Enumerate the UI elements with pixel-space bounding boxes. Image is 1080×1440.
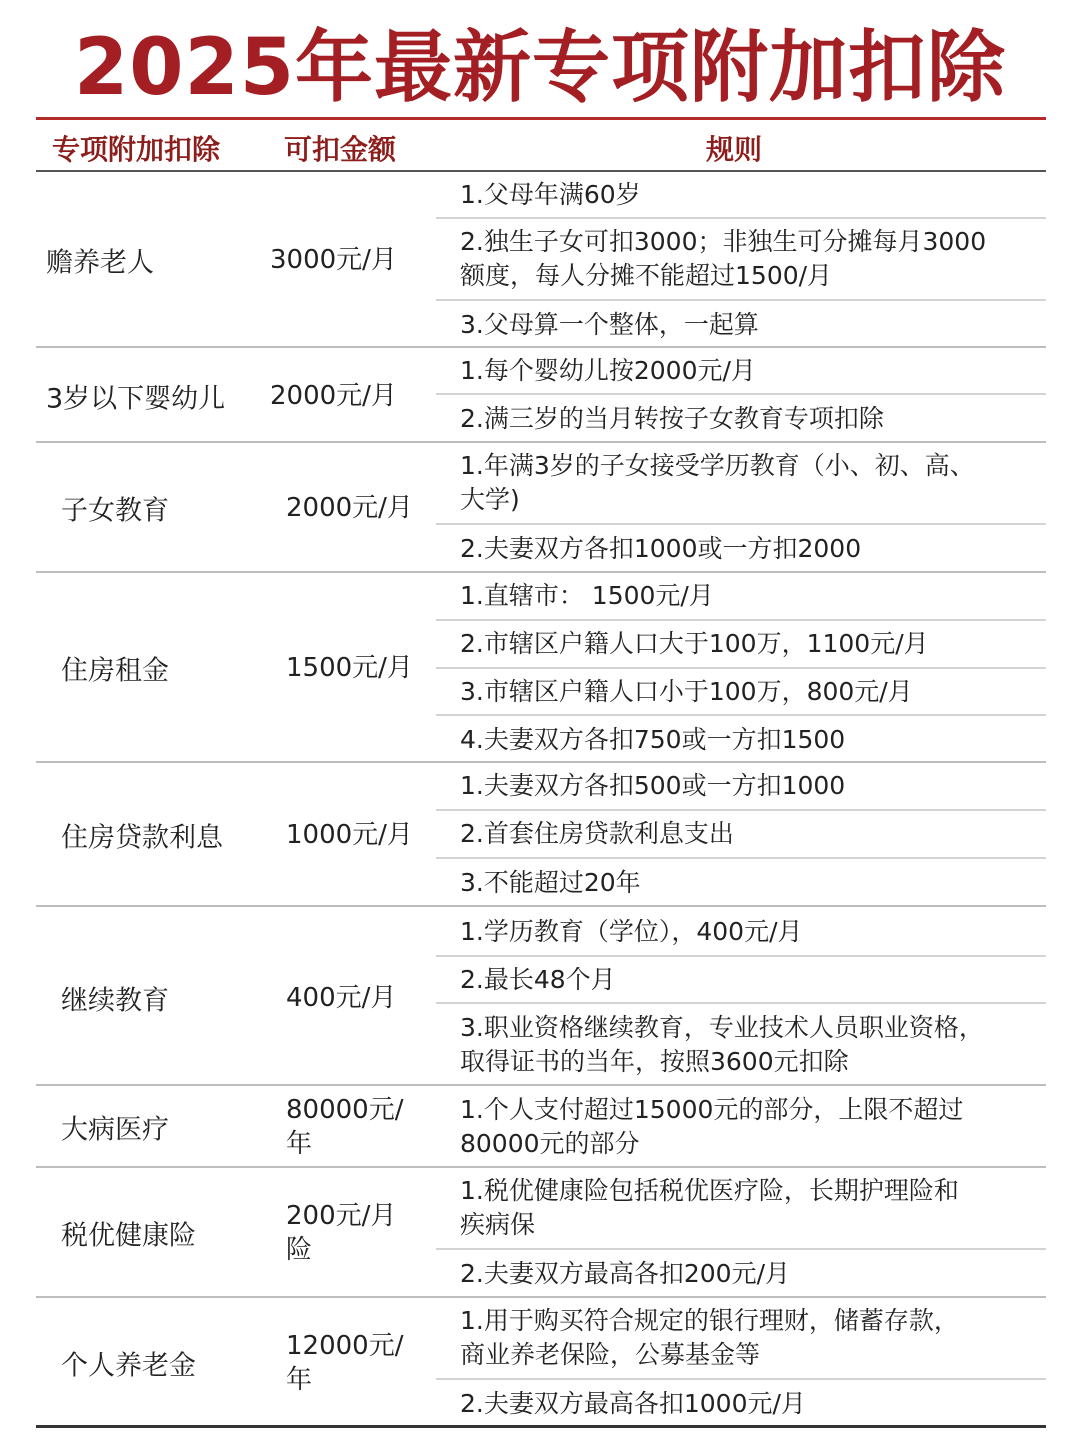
deduction-category: 赡养老人 [46,247,154,279]
amount-line: 3000元/月 [270,245,397,275]
rule-text [460,178,1036,212]
deduction-category: 子女教育 [61,495,169,527]
rule-line: 4.夫妻双方各扣750或一方扣1500 [460,724,846,754]
rule-item [436,1298,1046,1380]
rule-item [436,1004,1046,1086]
deduction-category: 住房租金 [61,655,169,687]
rule-text [460,354,1036,388]
rule-text [460,1093,1036,1161]
deduction-category: 3岁以下婴幼儿 [46,383,226,414]
rule-line: 3.不能超过20年 [460,868,641,897]
rule-item [436,1380,1046,1428]
rule-text [460,225,1036,293]
rule-text [460,532,1036,566]
rule-line: 1.个人支付超过15000元的部分，上限不超过 [460,1095,964,1124]
deduction-amount [270,243,397,277]
rule-text [460,866,1036,900]
rule-line: 1.父母年满60岁 [460,179,641,209]
rule-item [436,716,1046,763]
rule-line: 额度，每人分摊不能超过1500/月 [460,261,833,290]
deduction-amount [286,491,413,525]
rule-text [460,1174,1036,1242]
page-title: 2025年最新专项附加扣除 [73,23,1007,113]
rule-line: 1.夫妻双方各扣500或一方扣1000 [460,771,846,800]
rule-text [460,769,1036,803]
amount-line: 1000元/月 [286,820,413,850]
table-row [36,763,1046,907]
deduction-amount [286,651,413,685]
amount-line: 12000元/ [286,1331,404,1361]
rule-item [436,621,1046,669]
rule-text [460,723,1036,757]
rule-line: 1.学历教育（学位），400元/月 [460,917,803,946]
table-row [36,909,1046,1086]
deduction-amount [286,818,413,852]
rule-line: 2.最长48个月 [460,964,616,994]
deduction-amount [270,379,397,413]
rule-text [460,1011,1036,1079]
rule-line: 2.夫妻双方最高各扣200元/月 [460,1259,790,1288]
rule-text [460,449,1036,517]
rule-item [436,909,1046,957]
deduction-category: 住房贷款利息 [61,822,223,854]
rule-text [460,675,1036,709]
rule-line: 80000元的部分 [460,1129,640,1158]
amount-line: 年 [286,1365,313,1395]
table-row [36,443,1046,573]
amount-line: 2000元/月 [270,380,397,411]
rule-text [460,402,1036,436]
rule-text [460,1257,1036,1291]
amount-line: 险 [286,1235,313,1265]
rule-item [436,443,1046,525]
rule-item [436,1168,1046,1250]
rule-line: 2.市辖区户籍人口大于100万，1100元/月 [460,629,929,658]
rule-line: 商业养老保险，公募基金等 [460,1340,761,1369]
table-row [36,573,1046,763]
rule-line: 1.每个婴幼儿按2000元/月 [460,355,756,385]
rule-text [460,308,1036,342]
rule-item [436,957,1046,1004]
rule-item [436,348,1046,395]
rule-item [436,395,1046,443]
deduction-amount [286,981,396,1015]
rule-line: 2.夫妻双方最高各扣1000元/月 [460,1389,806,1418]
rule-text [460,627,1036,661]
rule-item [436,859,1046,907]
amount-line: 400元/月 [286,982,397,1013]
rule-line: 3.市辖区户籍人口小于100万，800元/月 [460,676,913,706]
table-header [36,120,1046,170]
deduction-category: 大病医疗 [61,1114,169,1146]
deduction-amount [286,1093,403,1161]
rule-item [436,301,1046,348]
amount-line: 年 [286,1129,313,1159]
rule-text [460,579,1036,613]
rule-item [436,525,1046,573]
header-category: 专项附加扣除 [52,133,221,166]
rule-item [436,1250,1046,1298]
rule-line: 2.满三岁的当月转按子女教育专项扣除 [460,404,884,433]
rule-line: 疾病保 [460,1210,536,1239]
table-row [36,1086,1046,1168]
rule-line: 2.首套住房贷款利息支出 [460,819,734,848]
rule-line: 3.父母算一个整体，一起算 [460,309,759,339]
rule-line: 2.独生子女可扣3000；非独生可分摊每月3000 [460,227,987,256]
amount-line: 2000元/月 [286,493,413,523]
rule-item [436,763,1046,811]
rule-line: 取得证书的当年，按照3600元扣除 [460,1047,849,1076]
rule-line: 1.用于购买符合规定的银行理财，储蓄存款， [460,1306,959,1335]
rule-line: 1.税优健康险包括税优医疗险，长期护理险和 [460,1176,959,1205]
deduction-category: 个人养老金 [61,1350,196,1382]
rule-item [436,811,1046,859]
rule-line: 2.夫妻双方各扣1000或一方扣2000 [460,534,862,563]
table-row [36,172,1046,348]
rule-item [436,1086,1046,1168]
rule-text [460,1304,1036,1372]
header-rules: 规则 [706,133,763,166]
rule-item [436,573,1046,621]
amount-line: 80000元/ [286,1095,404,1125]
rule-item [436,219,1046,301]
rule-line: 1.年满3岁的子女接受学历教育（小、初、高、 [460,451,975,480]
rule-line: 1.直辖市： 1500元/月 [460,581,714,610]
rule-line: 大学) [460,485,520,514]
rule-text [460,963,1036,997]
amount-line: 1500元/月 [286,653,413,683]
table-row [36,1298,1046,1428]
header-amount: 可扣金额 [284,133,397,166]
rule-text [460,817,1036,851]
deduction-category: 继续教育 [61,985,169,1016]
rule-line: 3.职业资格继续教育，专业技术人员职业资格， [460,1013,984,1042]
amount-line: 200元/月 [286,1201,397,1231]
deduction-amount [286,1329,403,1397]
deduction-amount [286,1199,396,1267]
rule-text [460,915,1036,949]
deduction-category: 税优健康险 [61,1220,196,1252]
rule-item [436,172,1046,219]
table-row [36,348,1046,443]
rule-item [436,669,1046,716]
table-row [36,1168,1046,1298]
rule-text [460,1387,1036,1421]
